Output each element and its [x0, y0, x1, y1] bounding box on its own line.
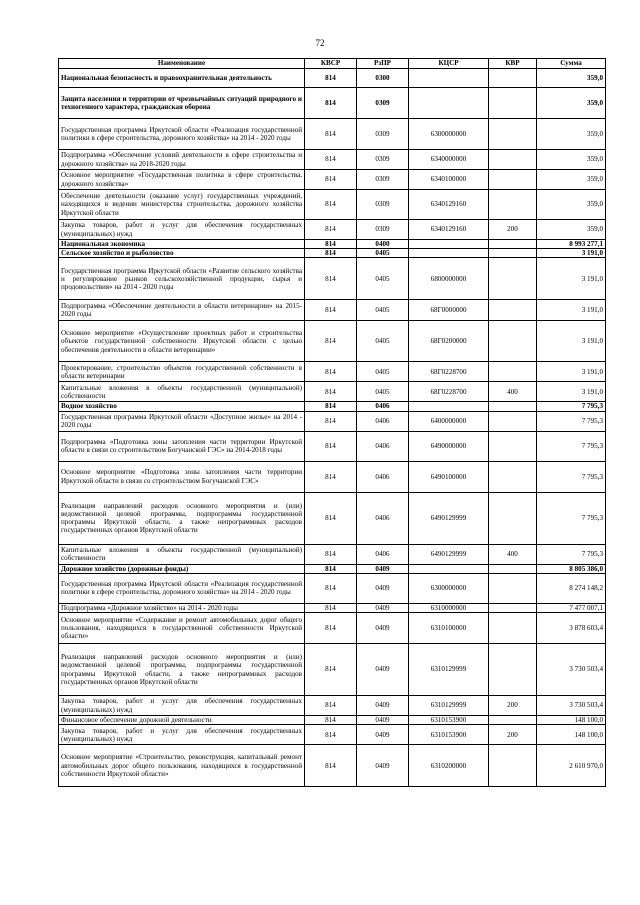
- cell-rzpr: 0406: [357, 492, 409, 544]
- cell-kvr: [489, 431, 537, 461]
- cell-sum: 8 274 148,2: [537, 573, 606, 603]
- cell-name: Государственная программа Иркутской области «Доступное жилье» на 2014 - 2020 годы: [59, 411, 305, 431]
- cell-sum: 7 795,3: [537, 431, 606, 461]
- cell-kcsr: [409, 240, 489, 249]
- cell-kcsr: 68Г0200000: [409, 321, 489, 362]
- table-row: [59, 300, 606, 321]
- cell-rzpr: 0300: [357, 69, 409, 88]
- cell-kvr: [489, 119, 537, 150]
- cell-name: Обеспечение деятельности (оказание услуг) государственных учреждений, находящихся в ведении министерства строительства, дорожного хозяйства Иркутской области: [59, 190, 305, 220]
- header-rzpr: РзПР: [357, 59, 409, 69]
- cell-kcsr: 68Г0228700: [409, 382, 489, 402]
- cell-kcsr: 6310153900: [409, 716, 489, 725]
- cell-sum: 359,0: [537, 190, 606, 220]
- cell-name: Национальная безопасность и правоохранительная деятельность: [59, 69, 305, 88]
- cell-kvr: [489, 88, 537, 119]
- cell-sum: 3 191,0: [537, 362, 606, 382]
- cell-sum: 148 100,0: [537, 725, 606, 745]
- table-row: [59, 190, 606, 220]
- cell-kvsr: 814: [305, 220, 357, 240]
- cell-rzpr: 0406: [357, 544, 409, 564]
- cell-kvsr: 814: [305, 573, 357, 603]
- cell-name: Финансовое обеспечение дорожной деятельности: [59, 716, 305, 725]
- cell-rzpr: 0309: [357, 190, 409, 220]
- cell-kcsr: 68Г0228700: [409, 362, 489, 382]
- cell-kcsr: 6300000000: [409, 573, 489, 603]
- cell-kvsr: 814: [305, 613, 357, 644]
- cell-kvr: [489, 716, 537, 725]
- cell-sum: 3 191,0: [537, 249, 606, 258]
- table-row: [59, 321, 606, 362]
- page-number: 72: [315, 38, 325, 48]
- cell-kvsr: 814: [305, 300, 357, 321]
- cell-kvsr: 814: [305, 492, 357, 544]
- cell-kcsr: 6310153900: [409, 725, 489, 745]
- header-sum: Сумма: [537, 59, 606, 69]
- cell-kvsr: 814: [305, 745, 357, 787]
- cell-sum: 3 730 503,4: [537, 644, 606, 696]
- cell-name: Государственная программа Иркутской области «Реализация государственной политики в сфере строительства, дорожного хозяйства» на 2014 - 2020 годы: [59, 119, 305, 150]
- cell-name: Капитальные вложения в объекты государственной (муниципальной) собственности: [59, 544, 305, 564]
- table-row: [59, 603, 606, 612]
- cell-kcsr: 6310100000: [409, 613, 489, 644]
- cell-sum: 7 477 007,1: [537, 603, 606, 612]
- cell-sum: 8 993 277,1: [537, 240, 606, 249]
- cell-kvr: 200: [489, 725, 537, 745]
- cell-name: Национальная экономика: [59, 240, 305, 249]
- cell-kcsr: [409, 88, 489, 119]
- table-row: [59, 382, 606, 402]
- cell-kvr: [489, 69, 537, 88]
- cell-sum: 359,0: [537, 119, 606, 150]
- cell-sum: 3 191,0: [537, 382, 606, 402]
- cell-rzpr: 0400: [357, 240, 409, 249]
- header-kvsr: КВСР: [305, 59, 357, 69]
- cell-sum: 7 795,3: [537, 492, 606, 544]
- cell-kcsr: 6800000000: [409, 258, 489, 300]
- cell-kvsr: 814: [305, 170, 357, 190]
- header-kvr: КВР: [489, 59, 537, 69]
- cell-sum: 359,0: [537, 88, 606, 119]
- cell-rzpr: 0409: [357, 725, 409, 745]
- cell-kvr: [489, 573, 537, 603]
- cell-name: Подпрограмма «Обеспечение условий деятельности в сфере строительства и дорожного хозяйства» на 2018-2020 годы: [59, 150, 305, 170]
- cell-kcsr: 68Г0000000: [409, 300, 489, 321]
- cell-name: Закупка товаров, работ и услуг для обеспечения государственных (муниципальных) нужд: [59, 696, 305, 716]
- cell-sum: 3 191,0: [537, 321, 606, 362]
- cell-rzpr: 0409: [357, 603, 409, 612]
- table-row: [59, 249, 606, 258]
- cell-sum: 3 878 603,4: [537, 613, 606, 644]
- cell-kvsr: 814: [305, 461, 357, 492]
- cell-rzpr: 0405: [357, 258, 409, 300]
- cell-kvsr: 814: [305, 249, 357, 258]
- cell-sum: 148 100,0: [537, 716, 606, 725]
- table-row: [59, 411, 606, 431]
- cell-kvr: 400: [489, 382, 537, 402]
- cell-kcsr: [409, 564, 489, 573]
- table-row: [59, 258, 606, 300]
- cell-rzpr: 0409: [357, 564, 409, 573]
- cell-rzpr: 0406: [357, 431, 409, 461]
- cell-rzpr: 0309: [357, 170, 409, 190]
- table-row: [59, 716, 606, 725]
- cell-kcsr: [409, 402, 489, 411]
- table-header-row: [59, 59, 606, 69]
- cell-kcsr: 6310000000: [409, 603, 489, 612]
- cell-name: Капитальные вложения в объекты государственной (муниципальной) собственности: [59, 382, 305, 402]
- cell-kcsr: 6340129160: [409, 220, 489, 240]
- cell-rzpr: 0309: [357, 150, 409, 170]
- cell-kvsr: 814: [305, 190, 357, 220]
- cell-rzpr: 0309: [357, 119, 409, 150]
- cell-rzpr: 0409: [357, 696, 409, 716]
- cell-kvr: [489, 745, 537, 787]
- cell-kvr: [489, 411, 537, 431]
- table-row: [59, 69, 606, 88]
- table-row: [59, 402, 606, 411]
- cell-rzpr: 0409: [357, 716, 409, 725]
- cell-kvr: [489, 321, 537, 362]
- cell-kvsr: 814: [305, 258, 357, 300]
- cell-kvr: 200: [489, 220, 537, 240]
- cell-kvr: [489, 461, 537, 492]
- cell-kvsr: 814: [305, 119, 357, 150]
- cell-name: Подпрограмма «Дорожное хозяйство» на 2014 - 2020 годы: [59, 603, 305, 612]
- cell-sum: 3 191,0: [537, 258, 606, 300]
- cell-rzpr: 0405: [357, 362, 409, 382]
- cell-kvr: [489, 258, 537, 300]
- cell-sum: 359,0: [537, 150, 606, 170]
- cell-kcsr: 6310200000: [409, 745, 489, 787]
- table-body: [59, 69, 606, 787]
- cell-kcsr: 6340100000: [409, 170, 489, 190]
- cell-kcsr: [409, 69, 489, 88]
- cell-name: Дорожное хозяйство (дорожные фонды): [59, 564, 305, 573]
- cell-name: Реализация направлений расходов основного мероприятия и (или) ведомственной целевой программы, подпрограммы государственной программы Иркутской области, а также непрограммных расходов государственных органов Иркутской области: [59, 644, 305, 696]
- cell-name: Реализация направлений расходов основного мероприятия и (или) ведомственной целевой программы, подпрограммы государственной программы Иркутской области, а также непрограммных расходов государственных органов Иркутской области: [59, 492, 305, 544]
- cell-name: Основное мероприятие «Строительство, реконструкция, капитальный ремонт автомобильных дорог общего пользования, находящихся в государственной собственности Иркутской области»: [59, 745, 305, 787]
- cell-rzpr: 0406: [357, 461, 409, 492]
- cell-kvr: [489, 362, 537, 382]
- cell-sum: 7 795,3: [537, 461, 606, 492]
- cell-kcsr: 6490129999: [409, 492, 489, 544]
- cell-kvr: [489, 613, 537, 644]
- cell-kvsr: 814: [305, 716, 357, 725]
- header-name: Наименование: [59, 59, 305, 69]
- cell-rzpr: 0309: [357, 220, 409, 240]
- cell-name: Закупка товаров, работ и услуг для обеспечения государственных (муниципальных) нужд: [59, 220, 305, 240]
- cell-kvr: [489, 402, 537, 411]
- cell-name: Основное мероприятие «Содержание и ремонт автомобильных дорог общего пользования, находящихся в государственной собственности Иркутской области»: [59, 613, 305, 644]
- table-row: [59, 220, 606, 240]
- cell-kvsr: 814: [305, 240, 357, 249]
- table-row: [59, 431, 606, 461]
- cell-kvsr: 814: [305, 402, 357, 411]
- table-row: [59, 88, 606, 119]
- cell-kvr: 400: [489, 544, 537, 564]
- cell-kvr: [489, 644, 537, 696]
- cell-kvsr: 814: [305, 431, 357, 461]
- cell-sum: 3 191,0: [537, 300, 606, 321]
- cell-sum: 3 730 503,4: [537, 696, 606, 716]
- cell-rzpr: 0405: [357, 382, 409, 402]
- cell-name: Основное мероприятие «Государственная политика в сфере строительства, дорожного хозяйства»: [59, 170, 305, 190]
- cell-kvr: [489, 190, 537, 220]
- cell-rzpr: 0406: [357, 411, 409, 431]
- cell-name: Сельское хозяйство и рыболовство: [59, 249, 305, 258]
- cell-sum: 7 795,3: [537, 544, 606, 564]
- cell-sum: 359,0: [537, 170, 606, 190]
- table-row: [59, 362, 606, 382]
- cell-kcsr: 6490000000: [409, 431, 489, 461]
- table-row: [59, 240, 606, 249]
- cell-rzpr: 0405: [357, 300, 409, 321]
- table-row: [59, 461, 606, 492]
- cell-kvsr: 814: [305, 69, 357, 88]
- budget-table: [58, 58, 606, 787]
- table-row: [59, 564, 606, 573]
- cell-kcsr: 6300000000: [409, 119, 489, 150]
- cell-kvr: [489, 300, 537, 321]
- cell-sum: 359,0: [537, 69, 606, 88]
- cell-name: Основное мероприятие «Подготовка зоны затопления части территории Иркутской области в связи со строительством Богучанской ГЭС»: [59, 461, 305, 492]
- cell-kvsr: 814: [305, 725, 357, 745]
- cell-kvsr: 814: [305, 564, 357, 573]
- cell-kcsr: 6490100000: [409, 461, 489, 492]
- cell-name: Подпрограмма «Обеспечение деятельности в области ветеринарии» на 2015-2020 годы: [59, 300, 305, 321]
- cell-kvr: [489, 603, 537, 612]
- table-row: [59, 725, 606, 745]
- cell-rzpr: 0409: [357, 573, 409, 603]
- cell-name: Государственная программа Иркутской области «Развитие сельского хозяйства и регулирование рынков сельскохозяйственной продукции, сырья и продовольствия» на 2014 - 2020 годы: [59, 258, 305, 300]
- cell-kvr: [489, 564, 537, 573]
- cell-sum: 7 795,3: [537, 402, 606, 411]
- cell-name: Подпрограмма «Подготовка зоны затопления части территории Иркутской области в связи со строительством Богучанской ГЭС» на 2014-2018 годы: [59, 431, 305, 461]
- cell-kcsr: [409, 249, 489, 258]
- cell-name: Государственная программа Иркутской области «Реализация государственной политики в сфере строительства, дорожного хозяйства» на 2014 - 2020 годы: [59, 573, 305, 603]
- cell-sum: 2 610 970,0: [537, 745, 606, 787]
- table-row: [59, 492, 606, 544]
- cell-rzpr: 0405: [357, 321, 409, 362]
- table-row: [59, 745, 606, 787]
- table-row: [59, 119, 606, 150]
- cell-rzpr: 0406: [357, 402, 409, 411]
- table-row: [59, 696, 606, 716]
- cell-rzpr: 0405: [357, 249, 409, 258]
- cell-kvr: [489, 249, 537, 258]
- cell-kvsr: 814: [305, 321, 357, 362]
- table-row: [59, 613, 606, 644]
- cell-kvsr: 814: [305, 411, 357, 431]
- cell-kcsr: 6310129999: [409, 644, 489, 696]
- cell-rzpr: 0409: [357, 745, 409, 787]
- cell-kvsr: 814: [305, 382, 357, 402]
- cell-rzpr: 0309: [357, 88, 409, 119]
- cell-kvsr: 814: [305, 150, 357, 170]
- cell-kcsr: 6400000000: [409, 411, 489, 431]
- cell-kvr: [489, 150, 537, 170]
- cell-kvr: [489, 170, 537, 190]
- cell-kvr: 200: [489, 696, 537, 716]
- cell-kvsr: 814: [305, 696, 357, 716]
- table-row: [59, 573, 606, 603]
- header-kcsr: КЦСР: [409, 59, 489, 69]
- cell-kvsr: 814: [305, 603, 357, 612]
- table-row: [59, 644, 606, 696]
- cell-kvsr: 814: [305, 362, 357, 382]
- cell-kvsr: 814: [305, 88, 357, 119]
- cell-kvsr: 814: [305, 544, 357, 564]
- cell-name: Защита населения и территории от чрезвычайных ситуаций природного и техногенного характера, гражданская оборона: [59, 88, 305, 119]
- cell-sum: 359,0: [537, 220, 606, 240]
- table-row: [59, 150, 606, 170]
- cell-kcsr: 6490129999: [409, 544, 489, 564]
- cell-kcsr: 6340000000: [409, 150, 489, 170]
- cell-kvsr: 814: [305, 644, 357, 696]
- cell-rzpr: 0409: [357, 613, 409, 644]
- cell-name: Основное мероприятие «Осуществление проектных работ и строительства объектов государственной собственности Иркутской области с целью обеспечения деятельности в области ветеринарии»: [59, 321, 305, 362]
- cell-name: Водное хозяйство: [59, 402, 305, 411]
- cell-kvr: [489, 240, 537, 249]
- cell-sum: 7 795,3: [537, 411, 606, 431]
- cell-sum: 8 805 386,0: [537, 564, 606, 573]
- cell-kcsr: 6310129999: [409, 696, 489, 716]
- table-row: [59, 170, 606, 190]
- cell-name: Закупка товаров, работ и услуг для обеспечения государственных (муниципальных) нужд: [59, 725, 305, 745]
- cell-name: Проектирование, строительство объектов государственной собственности в области ветеринарии: [59, 362, 305, 382]
- cell-rzpr: 0409: [357, 644, 409, 696]
- table-row: [59, 544, 606, 564]
- cell-kcsr: 6340129160: [409, 190, 489, 220]
- cell-kvr: [489, 492, 537, 544]
